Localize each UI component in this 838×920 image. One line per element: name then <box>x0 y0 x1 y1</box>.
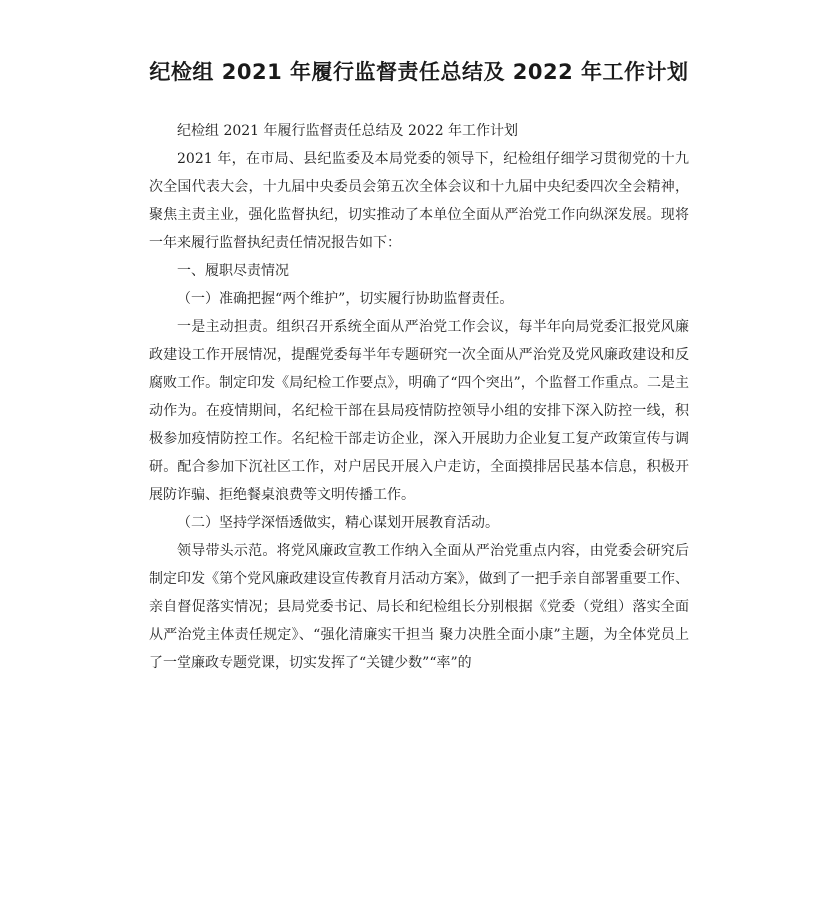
subsection-heading-1: （一）准确把握“两个维护”，切实履行协助监督责任。 <box>177 291 514 307</box>
section-heading: 一、履职尽责情况 <box>177 263 289 279</box>
intro-paragraph: 2021 年，在市局、县纪监委及本局党委的领导下，纪检组仔细学习贯彻党的十九次全国代表大会，十九届中央委员会第五次全体会议和十九届中央纪委四次全会精神，聚焦主责主业，强化监督执纪，切实推动了本单位全面从严治党工作向纵深发展。现将一年来履行监督执纪责任情况报告如下： <box>149 151 689 251</box>
subsection-heading-2: （二）坚持学深悟透做实，精心谋划开展教育活动。 <box>177 515 499 531</box>
document-body <box>149 117 689 677</box>
document-title: 纪检组 2021 年履行监督责任总结及 2022 年工作计划 <box>149 60 689 84</box>
body-paragraph-2: 领导带头示范。将党风廉政宣教工作纳入全面从严治党重点内容，由党委会研究后制定印发《第个党风廉政建设宣传教育月活动方案》，做到了一把手亲自部署重要工作、亲自督促落实情况；县局党委书记、局长和纪检组长分别根据《党委（党组）落实全面从严治党主体责任规定》、“强化清廉实干担当 聚力决胜全面小康”主题，为全体党员上了一堂廉政专题党课，切实发挥了“关键少数”“率”的 <box>149 543 689 671</box>
subtitle-paragraph: 纪检组 2021 年履行监督责任总结及 2022 年工作计划 <box>177 123 519 139</box>
body-paragraph-1: 一是主动担责。组织召开系统全面从严治党工作会议，每半年向局党委汇报党风廉政建设工作开展情况，提醒党委每半年专题研究一次全面从严治党及党风廉政建设和反腐败工作。制定印发《局纪检工作要点》，明确了“四个突出”，个监督工作重点。二是主动作为。在疫情期间，名纪检干部在县局疫情防控领导小组的安排下深入防控一线，积极参加疫情防控工作。名纪检干部走访企业，深入开展助力企业复工复产政策宣传与调研。配合参加下沉社区工作，对户居民开展入户走访，全面摸排居民基本信息，积极开展防诈骗、拒绝餐桌浪费等文明传播工作。 <box>149 319 689 503</box>
